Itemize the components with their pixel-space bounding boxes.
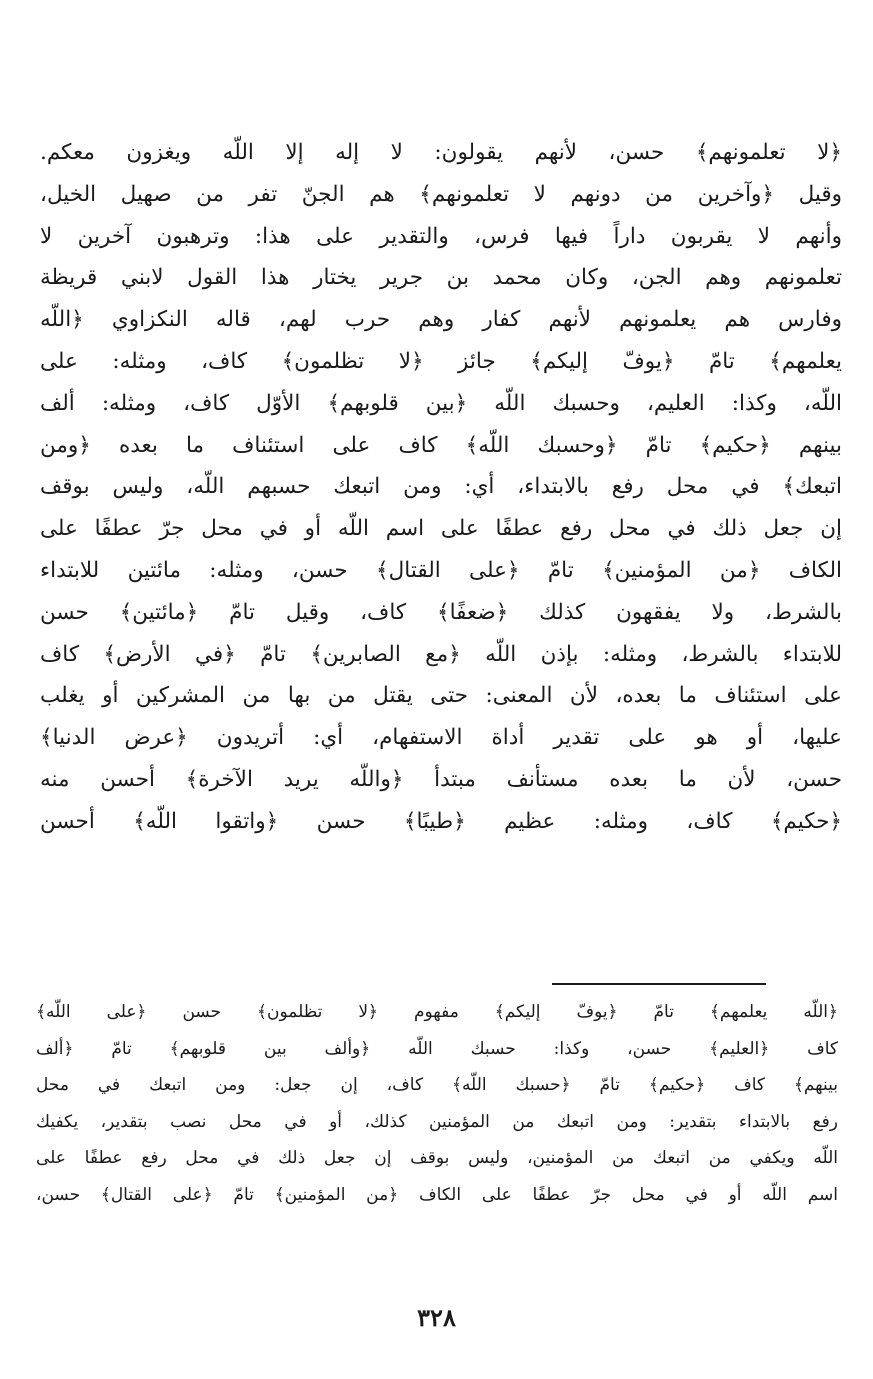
main-text-line: الكاف ﴿من المؤمنين﴾ تامّ ﴿على القتال﴾ حسن، ومثله: مائتين للابتداء — [40, 557, 842, 583]
main-text-line: حسن، لأن ما بعده مستأنف مبتدأ ﴿واللّه يريد الآخرة﴾ أحسن منه — [40, 766, 842, 792]
main-text-line: للابتداء بالشرط، ومثله: بإذن اللّه ﴿مع الصابرين﴾ تامّ ﴿في الأرض﴾ كاف — [40, 641, 842, 667]
main-text-line: تعلمونهم وهم الجن، وكان محمد بن جرير يختار هذا القول لابني قريظة — [40, 265, 842, 291]
main-text-line: ﴿لا تعلمونهم﴾ حسن، لأنهم يقولون: لا إله إلا اللّه ويغزون معكم. — [40, 140, 842, 165]
main-text-line: وفارس هم يعلمونهم لأنهم كفار وهم حرب لهم، قاله النكزاوي ﴿اللّه — [40, 307, 842, 333]
page-number: ٣٢٨ — [417, 1303, 456, 1332]
footnote-line: كاف ﴿العليم﴾ حسن، وكذا: حسبك اللّه ﴿وألف بين قلوبهم﴾ تامّ ﴿ألف — [36, 1038, 838, 1059]
main-text-line: اتبعك﴾ في محل رفع بالابتداء، أي: ومن اتبعك حسبهم اللّه، وليس بوقف — [40, 474, 842, 500]
footnote-divider — [552, 983, 766, 985]
footnote-line: اسم اللّه أو في محل جرّ عطفًا على الكاف ﴿من المؤمنين﴾ تامّ ﴿على القتال﴾ حسن، — [36, 1184, 838, 1205]
footnote-line: ﴿اللّه يعلمهم﴾ تامّ ﴿يوفّ إليكم﴾ مفهوم ﴿لا تظلمون﴾ حسن ﴿على اللّه﴾ — [36, 1002, 838, 1022]
main-text-line: على استئناف ما بعده، لأن المعنى: حتى يقتل من بها من المشركين أو يغلب — [40, 683, 842, 709]
footnote-line: اللّه ويكفي من اتبعك من المؤمنين، وليس بوقف إن جعل ذلك في محل رفع عطفًا على — [36, 1148, 838, 1168]
main-text-line: إن جعل ذلك في محل رفع عطفًا على اسم اللّه أو في محل جرّ عطفًا على — [40, 516, 842, 542]
main-text-line: اللّه، وكذا: العليم، وحسبك اللّه ﴿بين قلوبهم﴾ الأوّل كاف، ومثله: ألف — [40, 390, 842, 416]
main-text-line: يعلمهم﴾ تامّ ﴿يوفّ إليكم﴾ جائز ﴿لا تظلمون﴾ كاف، ومثله: على — [40, 348, 842, 374]
main-text-line: وأنهم لا يقربون داراً فيها فرس، والتقدير على هذا: وترهبون آخرين لا — [40, 223, 842, 249]
main-text-line: بالشرط، ولا يفقهون كذلك ﴿ضعفًا﴾ كاف، وقيل تامّ ﴿مائتين﴾ حسن — [40, 599, 842, 625]
main-text-line: بينهم ﴿حكيم﴾ تامّ ﴿وحسبك اللّه﴾ كاف على استئناف ما بعده ﴿ومن — [40, 432, 842, 458]
footnotes-block — [36, 994, 838, 1213]
main-text-line: عليها، أو هو على تقدير أداة الاستفهام، أي: أتريدون ﴿عرض الدنيا﴾ — [40, 725, 842, 751]
footnote-line: رفع بالابتداء بتقدير: ومن اتبعك من المؤمنين كذلك، أو في محل نصب بتقدير، يكفيك — [36, 1111, 838, 1132]
main-text-line: ﴿حكيم﴾ كاف، ومثله: عظيم ﴿طيبًا﴾ حسن ﴿واتقوا اللّه﴾ أحسن — [40, 808, 842, 834]
main-text-line: وقيل ﴿وآخرين من دونهم لا تعلمونهم﴾ هم الجنّ تفر من صهيل الخيل، — [40, 181, 842, 207]
main-text-block — [40, 132, 842, 843]
footnote-line: بينهم﴾ كاف ﴿حكيم﴾ تامّ ﴿حسبك اللّه﴾ كاف، إن جعل: ومن اتبعك في محل — [36, 1075, 838, 1095]
